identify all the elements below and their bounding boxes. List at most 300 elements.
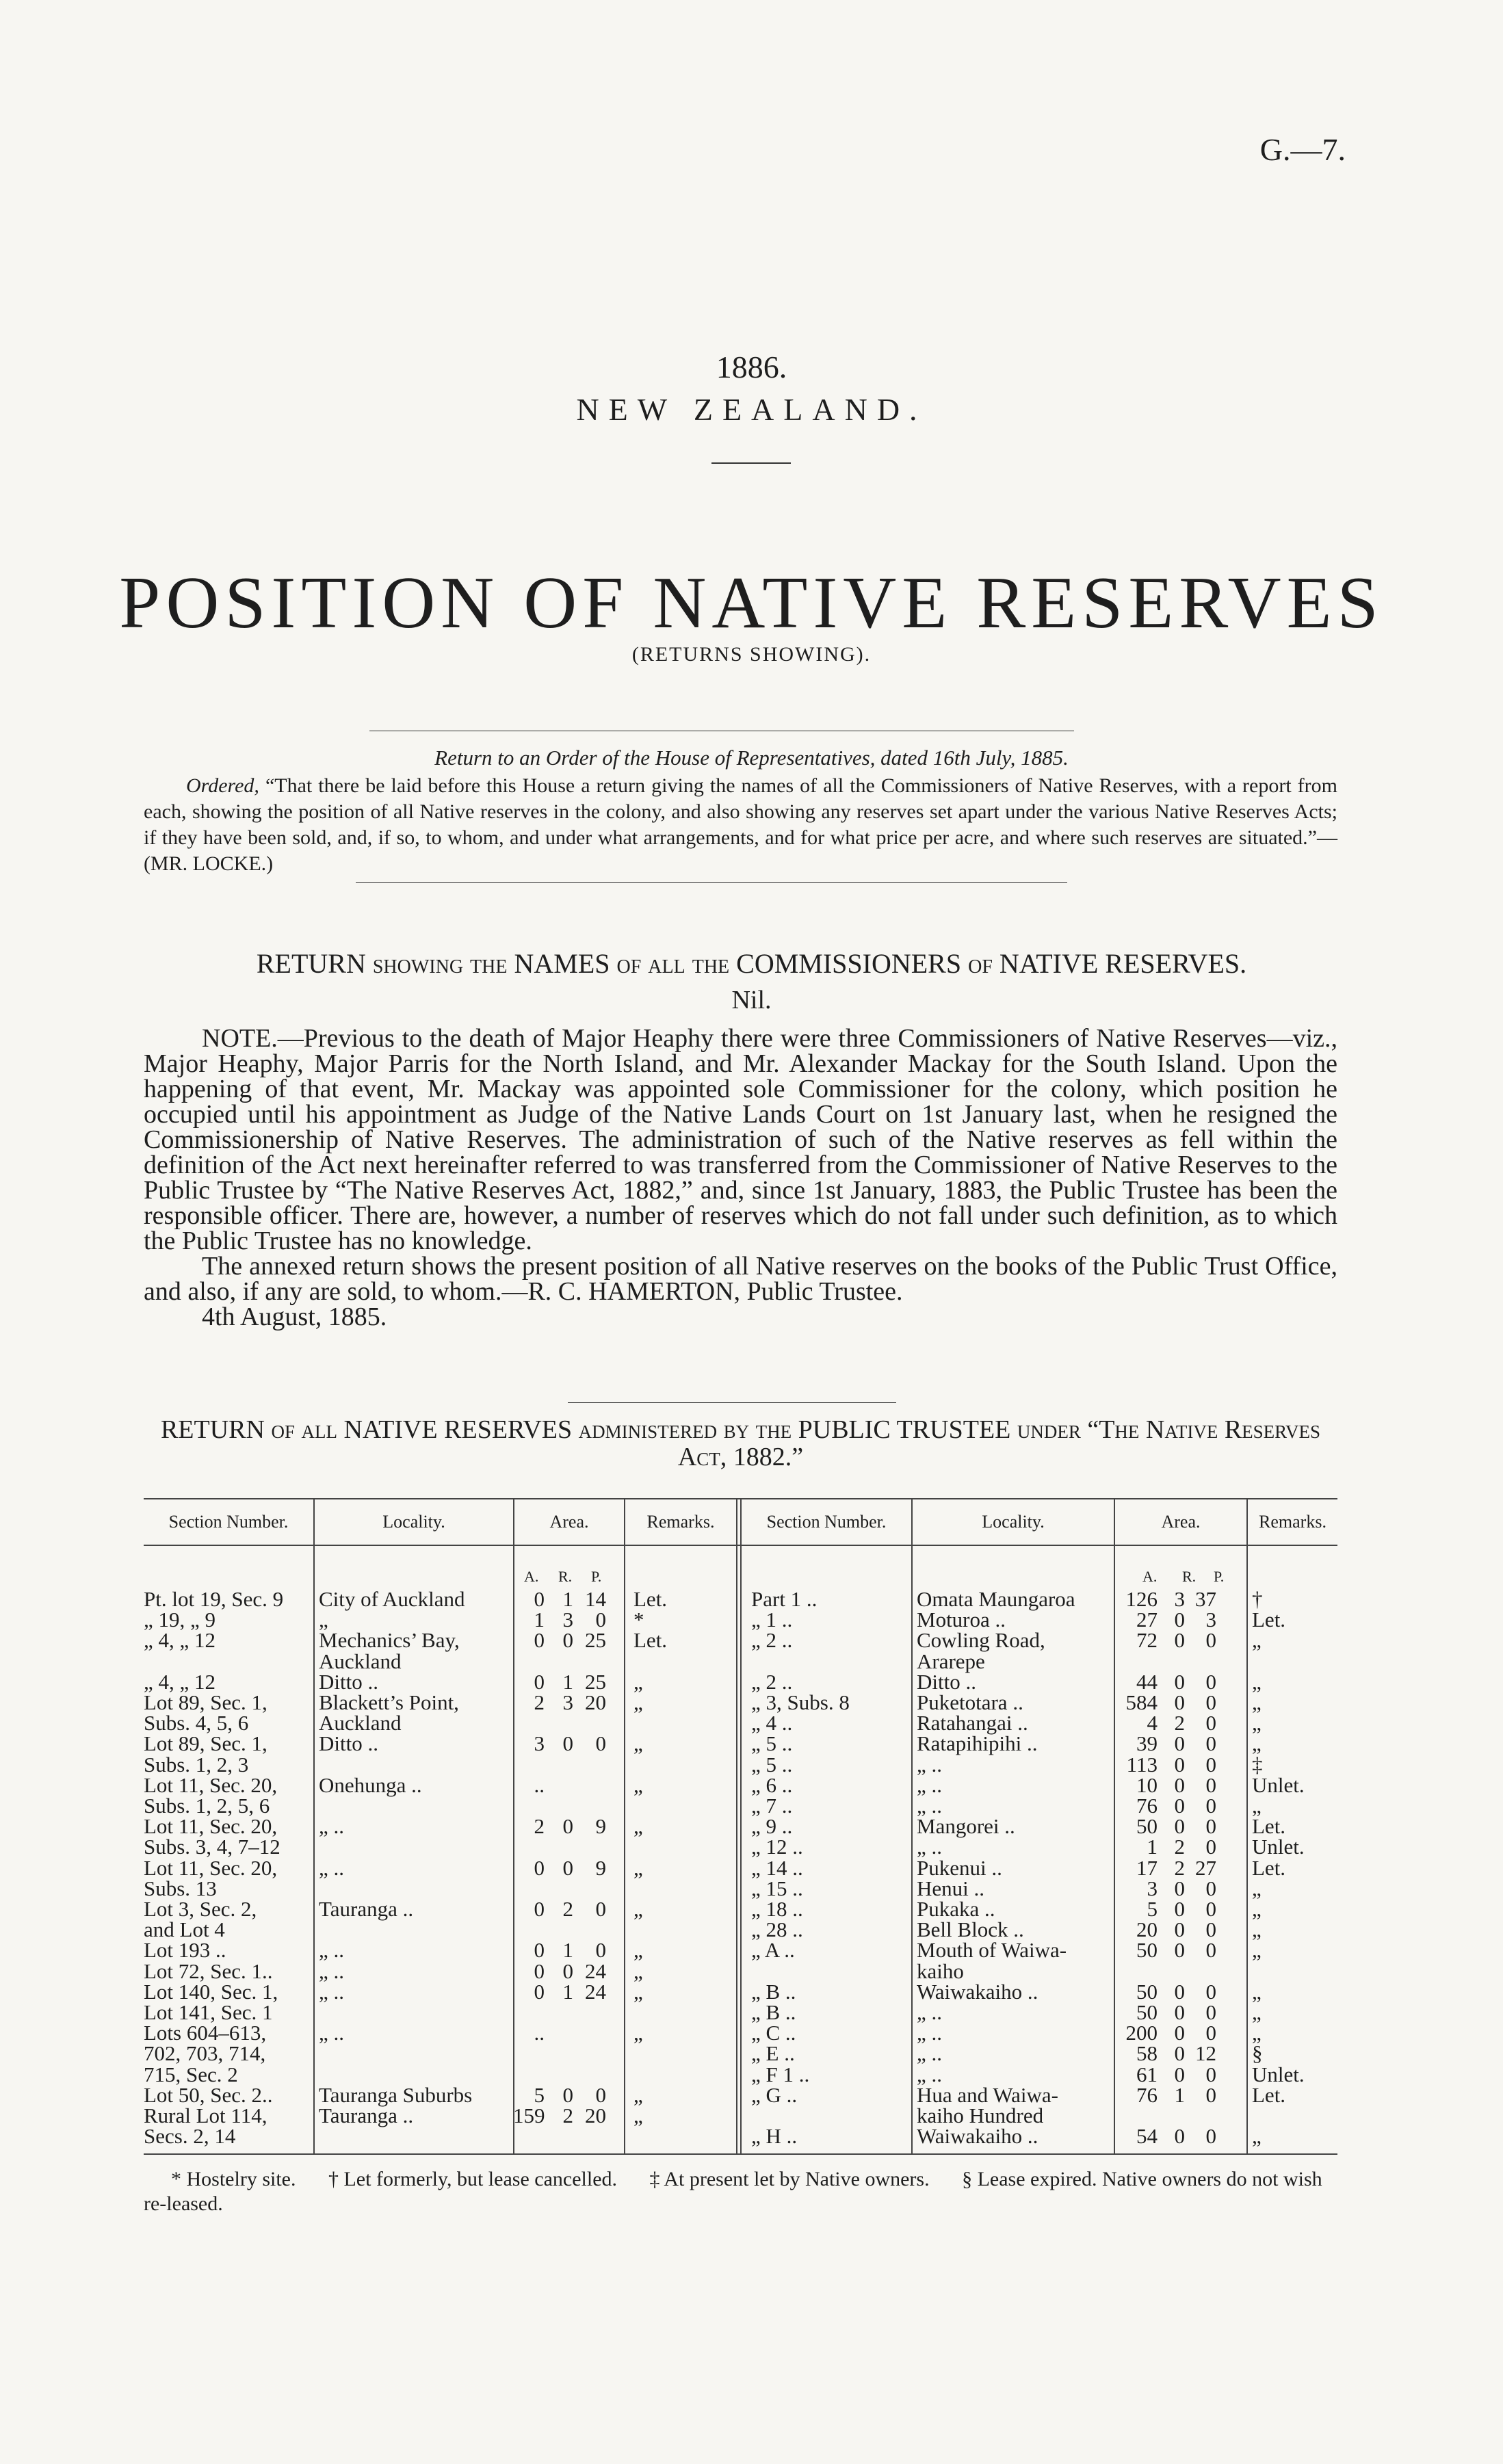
cell-remarks: „: [633, 2021, 643, 2045]
unit-roods-right: R.: [1182, 1568, 1197, 1585]
cell-section: Lot 3, Sec. 2,: [144, 1897, 257, 1921]
cell-section: Lot 11, Sec. 20,: [144, 1772, 278, 1797]
cell-section: „ 9 ..: [751, 1814, 793, 1839]
cell-r: 0: [1174, 1979, 1185, 2004]
cell-p: 0: [595, 2082, 606, 2107]
cell-a: 2: [534, 1814, 545, 1839]
table-row: [742, 1917, 1337, 1942]
cell-p: 0: [595, 1897, 606, 1921]
cell-locality: Pukaka ..: [917, 1897, 995, 1921]
cell-remarks: Unlet.: [1252, 1835, 1305, 1859]
table-row: [742, 1980, 1337, 2002]
cell-section: Lot 89, Sec. 1,: [144, 1731, 267, 1756]
cell-section: „ A ..: [751, 1938, 795, 1963]
cell-locality: „ ..: [319, 1855, 345, 1880]
cell-locality: Hua and Waiwa-: [917, 2082, 1058, 2107]
unit-roods: R.: [558, 1568, 573, 1585]
cell-r: 3: [562, 1608, 573, 1632]
cell-locality: „ ..: [917, 1794, 943, 1818]
cell-section: and Lot 4: [144, 1917, 225, 1942]
cell-section: Lot 50, Sec. 2..: [144, 2082, 273, 2107]
header-locality: Locality.: [382, 1512, 445, 1532]
cell-r: 1: [562, 1669, 573, 1694]
table-row: [742, 2021, 1337, 2043]
table-row: [144, 1587, 736, 1609]
cell-remarks: „: [633, 1814, 643, 1839]
cell-r: 0: [1174, 1876, 1185, 1900]
cell-remarks: Unlet.: [1252, 1772, 1305, 1797]
cell-a: 0: [534, 1587, 545, 1611]
table-row: [144, 1752, 736, 1777]
cell-remarks: „: [1252, 1876, 1262, 1900]
cell-a: 584: [1125, 1690, 1158, 1714]
cell-section: „ E ..: [751, 2041, 795, 2066]
cell-section: „ 19, „ 9: [144, 1608, 216, 1632]
cell-a: 76: [1136, 1794, 1158, 1818]
cell-remarks: „: [1252, 1917, 1262, 1942]
unit-perches: P.: [591, 1568, 602, 1585]
footnote-present-let: ‡ At present let by Native owners.: [649, 2168, 930, 2190]
cell-p: 0: [1205, 2062, 1216, 2086]
table-row: [144, 1690, 736, 1712]
cell-a: 76: [1136, 2082, 1158, 2107]
header-section-right: Section Number.: [766, 1512, 887, 1532]
table-row: [144, 2083, 736, 2105]
table-row: [144, 1938, 736, 1963]
cell-r: 0: [1174, 1731, 1185, 1756]
cell-a: 0: [534, 1628, 545, 1653]
unit-acres: A.: [524, 1568, 539, 1585]
table-row: [742, 1856, 1337, 1878]
cell-r: 0: [562, 1731, 573, 1756]
cell-remarks: „: [633, 1979, 643, 2004]
table-row: [144, 1980, 736, 2002]
cell-a: 50: [1136, 1938, 1158, 1963]
cell-remarks: Let.: [633, 1587, 668, 1611]
ordered-text: “That there be laid before this House a return giving the names of all the Commissioners of Native Reserves, with a report from each, showing the position of all Native reserves in the colony, and also showing any reserves set apart under the various Native Reserves Acts; if they have been sold, and, if so, to whom, and under what arrangements, and for what price per acre, and where such reserves are situated.”—(MR. LOCKE.): [144, 774, 1337, 875]
note-paragraph-1: NOTE.—Previous to the death of Major Heaphy there were three Commissioners of Native Reserves—viz., Major Heaphy, Major Parris for the North Island, and Mr. Alexander Mackay for the South Island. Upon the happening of that event, Mr. Mackay was appointed sole Commissioner for the colony, which position he occupied until his appointment as Judge of the Native Lands Court on 1st January last, when he resigned the Commissionership of Native Reserves. The administration of such of the Native reserves as fell within the definition of the Act next hereinafter referred to was transferred from the Commissioner of Native Reserves to the Public Trustee by “The Native Reserves Act, 1882,” and, since 1st January, 1883, the Public Trustee has been the responsible officer. There are, however, a number of reserves which do not fall under such definition, as to which the Public Trustee has no knowledge.: [144, 1024, 1337, 1255]
header-area-right: Area.: [1161, 1512, 1201, 1532]
cell-remarks: „: [633, 1731, 643, 1756]
cell-section: 702, 703, 714,: [144, 2041, 266, 2066]
cell-a: 0: [534, 1897, 545, 1921]
header-locality-right: Locality.: [982, 1512, 1045, 1532]
divider: [711, 462, 791, 464]
cell-p: 0: [1205, 1835, 1216, 1859]
cell-section: Lot 72, Sec. 1..: [144, 1958, 273, 1983]
cell-p: 0: [1205, 1938, 1216, 1963]
cell-a: 58: [1136, 2041, 1158, 2066]
cell-locality: „ ..: [917, 2021, 943, 2045]
nil-text: Nil.: [731, 986, 772, 1014]
cell-r: 3: [562, 1690, 573, 1714]
cell-locality: „ ..: [319, 1814, 345, 1839]
cell-section: „ 3, Subs. 8: [751, 1690, 850, 1714]
cell-locality: „ ..: [319, 1979, 345, 2004]
table-row: [742, 2103, 1337, 2125]
page-title: POSITION OF NATIVE RESERVES: [119, 562, 1384, 644]
cell-a: 20: [1136, 1917, 1158, 1942]
table-row: [742, 1794, 1337, 1816]
table-row: [144, 1731, 736, 1756]
divider: [568, 1402, 896, 1403]
footnote-hostelry: * Hostelry site.: [171, 2168, 296, 2190]
page-reference: G.—7.: [1259, 132, 1346, 167]
cell-r: 2: [562, 1897, 573, 1921]
cell-p: 24: [585, 1979, 606, 2004]
table-row: [144, 1835, 736, 1857]
cell-a: 3: [1147, 1876, 1158, 1900]
cell-a: 0: [534, 1669, 545, 1694]
cell-p: 0: [1205, 1876, 1216, 1900]
cell-locality: Auckland: [319, 1649, 402, 1673]
cell-remarks: „: [633, 1958, 643, 1983]
table-row: [144, 1628, 736, 1653]
cell-a: 200: [1125, 2021, 1158, 2045]
cell-remarks: „: [1252, 1711, 1262, 1735]
cell-a: 44: [1136, 1669, 1158, 1694]
cell-remarks: „: [1252, 1669, 1262, 1694]
table-row: [144, 2124, 736, 2149]
cell-r: 1: [562, 1938, 573, 1963]
table-right-body: [742, 1587, 1337, 2148]
col-rule: [736, 1498, 737, 2153]
cell-section: „ 5 ..: [751, 1731, 793, 1756]
cell-r: 0: [1174, 1608, 1185, 1632]
cell-p: 20: [585, 2103, 606, 2127]
table-row: [742, 1670, 1337, 1692]
cell-r: 0: [562, 2082, 573, 2107]
cell-section: „ 5 ..: [751, 1752, 793, 1777]
cell-remarks: Let.: [1252, 2082, 1286, 2107]
cell-p: 0: [1205, 1917, 1216, 1942]
cell-section: „ H ..: [751, 2124, 798, 2149]
note-paragraph-2: The annexed return shows the present position of all Native reserves on the books of the Public Trust Office, and also, if any are sold, to whom.—R. C. HAMERTON, Public Trustee.: [144, 1252, 1337, 1306]
cell-p: 0: [1205, 2000, 1216, 2024]
cell-remarks: „: [1252, 1979, 1262, 2004]
table-row: [144, 1876, 736, 1898]
cell-p: 0: [1205, 2082, 1216, 2107]
cell-r: 0: [1174, 1752, 1185, 1777]
cell-r: 0: [1174, 1897, 1185, 1921]
cell-section: „ 18 ..: [751, 1897, 803, 1921]
table-row: [742, 2124, 1337, 2149]
cell-remarks: „: [633, 2082, 643, 2107]
table-row: [144, 1917, 736, 1942]
table-row: [742, 1608, 1337, 1632]
cell-locality: Henui ..: [917, 1876, 985, 1900]
cell-section: „ 12 ..: [751, 1835, 803, 1859]
cell-p: 9: [595, 1814, 606, 1839]
footnote-let-formerly: † Let formerly, but lease cancelled.: [328, 2168, 618, 2190]
cell-remarks: „: [633, 1669, 643, 1694]
cell-remarks: „: [633, 1855, 643, 1880]
cell-r: 1: [562, 1979, 573, 2004]
cell-a: ..: [534, 2021, 545, 2045]
cell-a: 0: [534, 1938, 545, 1963]
cell-locality: Tauranga ..: [319, 2103, 414, 2127]
cell-a: ..: [534, 1772, 545, 1797]
cell-section: Subs. 1, 2, 3: [144, 1752, 249, 1777]
cell-locality: „: [319, 1608, 328, 1632]
cell-remarks: „: [1252, 2021, 1262, 2045]
cell-r: 3: [1174, 1587, 1185, 1611]
footnote-lease-expired: § Lease expired. Native owners do not wish re-leased.: [144, 2168, 1322, 2215]
cell-r: 2: [1174, 1855, 1185, 1880]
cell-a: 1: [534, 1608, 545, 1632]
cell-r: 2: [1174, 1835, 1185, 1859]
cell-r: 1: [562, 1587, 573, 1611]
table-row: [742, 1731, 1337, 1756]
cell-locality: City of Auckland: [319, 1587, 465, 1611]
cell-locality: „ ..: [917, 1752, 943, 1777]
cell-section: „ B ..: [751, 2000, 796, 2024]
cell-p: 0: [1205, 1752, 1216, 1777]
table-row: [144, 1711, 736, 1733]
cell-p: 24: [585, 1958, 606, 1983]
reserves-table: [144, 1498, 1337, 2155]
cell-locality: Onehunga ..: [319, 1772, 422, 1797]
cell-a: 159: [513, 2103, 545, 2127]
cell-remarks: ‡: [1252, 1752, 1263, 1777]
cell-a: 50: [1136, 1979, 1158, 2004]
cell-locality: Mouth of Waiwa-: [917, 1938, 1067, 1963]
cell-a: 0: [534, 1855, 545, 1880]
cell-section: Lot 11, Sec. 20,: [144, 1855, 278, 1880]
cell-remarks: „: [633, 2103, 643, 2127]
cell-p: 0: [595, 1938, 606, 1963]
cell-locality: kaiho Hundred: [917, 2103, 1044, 2127]
cell-section: „ 1 ..: [751, 1608, 793, 1632]
cell-section: Lot 89, Sec. 1,: [144, 1690, 267, 1714]
cell-remarks: „: [1252, 2000, 1262, 2024]
cell-locality: Ararepe: [917, 1649, 985, 1673]
cell-a: 61: [1136, 2062, 1158, 2086]
cell-section: „ 4, „ 12: [144, 1628, 216, 1653]
cell-a: 0: [534, 1979, 545, 2004]
cell-p: 9: [595, 1855, 606, 1880]
header-remarks: Remarks.: [646, 1512, 715, 1532]
cell-r: 0: [1174, 1669, 1185, 1694]
cell-locality: Tauranga ..: [319, 1897, 414, 1921]
cell-section: Lot 140, Sec. 1,: [144, 1979, 278, 2004]
cell-locality: Mechanics’ Bay,: [319, 1628, 460, 1653]
cell-p: 0: [1205, 1711, 1216, 1735]
cell-section: „ 4 ..: [751, 1711, 793, 1735]
cell-r: 0: [1174, 2041, 1185, 2066]
cell-r: 0: [1174, 1628, 1185, 1653]
cell-locality: „ ..: [917, 2062, 943, 2086]
cell-p: 0: [1205, 1690, 1216, 1714]
table-row: [742, 2041, 1337, 2066]
cell-section: Pt. lot 19, Sec. 9: [144, 1587, 284, 1611]
cell-r: 0: [1174, 1794, 1185, 1818]
cell-section: „ 28 ..: [751, 1917, 803, 1942]
cell-remarks: „: [1252, 2124, 1262, 2149]
cell-p: 25: [585, 1628, 606, 1653]
divider: [356, 882, 1067, 883]
unit-perches-right: P.: [1214, 1568, 1225, 1585]
cell-a: 5: [1147, 1897, 1158, 1921]
note: [144, 1026, 1337, 1330]
cell-locality: „ ..: [319, 1938, 345, 1963]
return-order: Return to an Order of the House of Representatives, dated 16th July, 1885.: [434, 746, 1069, 770]
cell-locality: kaiho: [917, 1958, 964, 1983]
cell-section: „ 2 ..: [751, 1628, 793, 1653]
cell-remarks: „: [633, 1897, 643, 1921]
cell-locality: Ratapihipihi ..: [917, 1731, 1038, 1756]
cell-a: 50: [1136, 1814, 1158, 1839]
cell-a: 1: [1147, 1835, 1158, 1859]
cell-r: 0: [562, 1628, 573, 1653]
cell-r: 0: [562, 1958, 573, 1983]
return-names-heading: RETURN showing the NAMES of all the COMMISSIONERS of NATIVE RESERVES.: [256, 948, 1247, 979]
table-row: [742, 1773, 1337, 1795]
cell-a: 10: [1136, 1772, 1158, 1797]
cell-section: „ 7 ..: [751, 1794, 793, 1818]
cell-r: 0: [1174, 2021, 1185, 2045]
cell-locality: Tauranga Suburbs: [319, 2082, 473, 2107]
header-remarks-right: Remarks.: [1259, 1512, 1326, 1532]
cell-p: 0: [595, 1731, 606, 1756]
cell-section: 715, Sec. 2: [144, 2062, 238, 2086]
cell-remarks: „: [1252, 1628, 1262, 1653]
cell-section: „ B ..: [751, 1979, 796, 2004]
table-row: [742, 1711, 1337, 1733]
cell-p: 0: [1205, 1897, 1216, 1921]
cell-a: 113: [1126, 1752, 1158, 1777]
cell-remarks: „: [633, 1772, 643, 1797]
cell-r: 0: [1174, 1917, 1185, 1942]
cell-a: 54: [1136, 2124, 1158, 2149]
table-row: [144, 2000, 736, 2022]
cell-r: 0: [1174, 1772, 1185, 1797]
cell-locality: Moturoa ..: [917, 1608, 1006, 1632]
header-section: Section Number.: [168, 1512, 289, 1532]
cell-p: 0: [1205, 1669, 1216, 1694]
cell-remarks: „: [633, 1690, 643, 1714]
table-row: [742, 1628, 1337, 1653]
cell-remarks: Let.: [1252, 1608, 1286, 1632]
cell-section: Secs. 2, 14: [144, 2124, 236, 2149]
cell-section: Lot 11, Sec. 20,: [144, 1814, 278, 1839]
table-row: [144, 1670, 736, 1692]
table-row: [742, 1938, 1337, 1963]
cell-p: 0: [1205, 1731, 1216, 1756]
cell-r: 0: [1174, 1814, 1185, 1839]
cell-section: „ C ..: [751, 2021, 796, 2045]
cell-section: Subs. 4, 5, 6: [144, 1711, 249, 1735]
table-row: [742, 1897, 1337, 1919]
table-row: [144, 2103, 736, 2125]
cell-r: 0: [1174, 1690, 1185, 1714]
cell-p: 0: [1205, 1772, 1216, 1797]
cell-section: Lot 193 ..: [144, 1938, 226, 1963]
cell-r: 1: [1174, 2082, 1185, 2107]
cell-p: 27: [1195, 1855, 1216, 1880]
cell-a: 4: [1147, 1711, 1158, 1735]
cell-section: „ 2 ..: [751, 1669, 793, 1694]
cell-remarks: „: [1252, 1731, 1262, 1756]
table-row: [144, 1649, 736, 1671]
table-bottom-rule: [144, 2153, 1337, 2155]
cell-locality: „ ..: [917, 2000, 943, 2024]
table-row: [144, 2041, 736, 2066]
cell-remarks: „: [1252, 1794, 1262, 1818]
table-row: [144, 1773, 736, 1795]
cell-locality: Bell Block ..: [917, 1917, 1024, 1942]
cell-locality: „ ..: [319, 1958, 345, 1983]
cell-p: 20: [585, 1690, 606, 1714]
cell-p: 0: [1205, 2021, 1216, 2045]
ordered-label: Ordered,: [186, 774, 259, 797]
cell-locality: „ ..: [319, 2021, 345, 2045]
cell-remarks: Let.: [1252, 1814, 1286, 1839]
footnotes: [144, 2167, 1337, 2216]
cell-r: 0: [1174, 2000, 1185, 2024]
cell-a: 72: [1136, 1628, 1158, 1653]
cell-section: „ 14 ..: [751, 1855, 803, 1880]
table-row: [144, 2021, 736, 2043]
cell-section: „ 15 ..: [751, 1876, 803, 1900]
cell-p: 0: [1205, 1979, 1216, 2004]
cell-p: 0: [1205, 1794, 1216, 1818]
table-row: [144, 1794, 736, 1816]
unit-acres-right: A.: [1142, 1568, 1158, 1585]
table-row: [144, 1897, 736, 1919]
cell-a: 50: [1136, 2000, 1158, 2024]
cell-locality: „ ..: [917, 1772, 943, 1797]
cell-section: „ G ..: [751, 2082, 798, 2107]
cell-locality: Waiwakaiho ..: [917, 1979, 1038, 2004]
cell-section: „ F 1 ..: [751, 2062, 810, 2086]
table-row: [742, 1587, 1337, 1609]
cell-r: 2: [1174, 1711, 1185, 1735]
cell-a: 27: [1136, 1608, 1158, 1632]
table-row: [144, 1856, 736, 1878]
cell-r: 0: [562, 1855, 573, 1880]
cell-remarks: §: [1252, 2041, 1263, 2066]
ordered-paragraph: [144, 773, 1337, 877]
cell-remarks: „: [1252, 1690, 1262, 1714]
table-row: [144, 1814, 736, 1839]
cell-r: 2: [562, 2103, 573, 2127]
table-row: [144, 2062, 736, 2084]
table-left-body: [144, 1587, 736, 2148]
cell-remarks: „: [633, 1938, 643, 1963]
cell-r: 0: [1174, 2124, 1185, 2149]
cell-section: Subs. 3, 4, 7–12: [144, 1835, 280, 1859]
header-area: Area.: [549, 1512, 589, 1532]
table-row: [742, 1649, 1337, 1671]
cell-section: Rural Lot 114,: [144, 2103, 267, 2127]
table-row: [144, 1608, 736, 1632]
cell-section: „ 4, „ 12: [144, 1669, 216, 1694]
table-row: [742, 2000, 1337, 2022]
cell-section: Subs. 1, 2, 5, 6: [144, 1794, 270, 1818]
cell-remarks: „: [1252, 1938, 1262, 1963]
cell-r: 0: [562, 1814, 573, 1839]
cell-locality: Ditto ..: [319, 1669, 378, 1694]
cell-p: 25: [585, 1669, 606, 1694]
cell-locality: „ ..: [917, 2041, 943, 2066]
cell-locality: Ditto ..: [917, 1669, 976, 1694]
cell-p: 0: [595, 1608, 606, 1632]
year: 1886.: [716, 350, 787, 384]
cell-section: „ 6 ..: [751, 1772, 793, 1797]
cell-locality: Blackett’s Point,: [319, 1690, 459, 1714]
cell-a: 126: [1125, 1587, 1158, 1611]
